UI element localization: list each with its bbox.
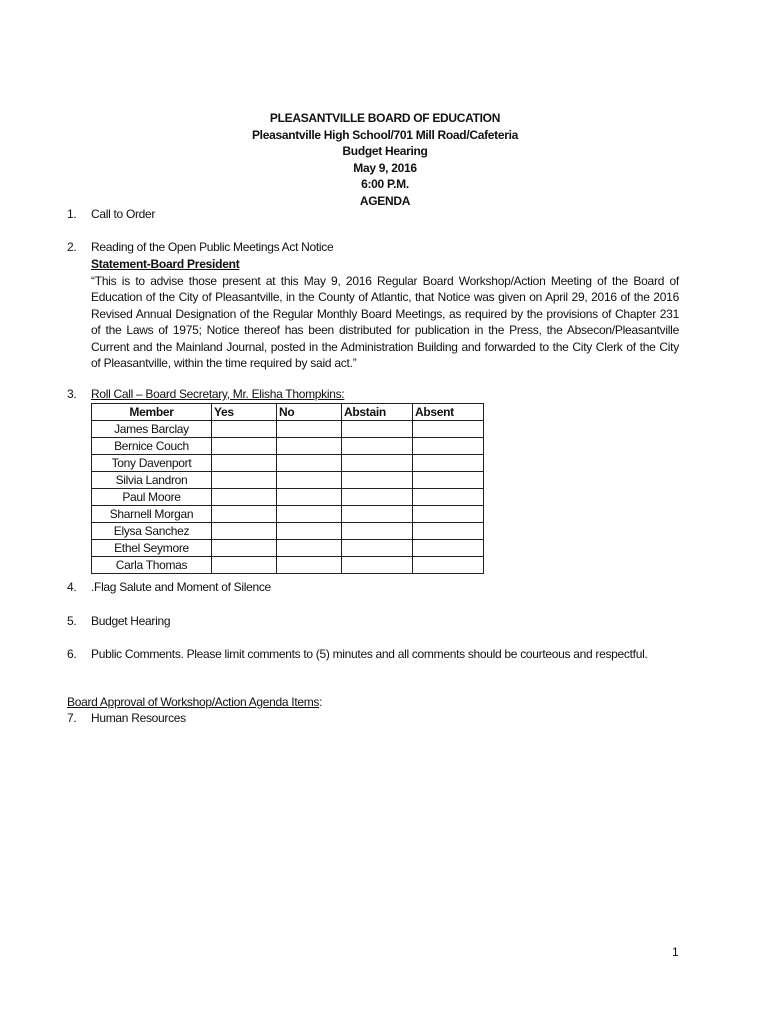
vote-cell xyxy=(277,506,342,523)
vote-cell xyxy=(342,472,413,489)
table-row xyxy=(92,540,484,557)
table-row xyxy=(92,472,484,489)
member-name: Elysa Sanchez xyxy=(92,523,212,540)
item-number: 1. xyxy=(67,207,77,221)
vote-cell xyxy=(413,472,484,489)
table-row xyxy=(92,489,484,506)
vote-cell xyxy=(413,506,484,523)
page-title: AGENDA xyxy=(359,193,411,208)
vote-cell xyxy=(277,455,342,472)
vote-cell xyxy=(342,455,413,472)
meeting-time: 6:00 P.M. xyxy=(361,177,409,191)
item-number: 3. xyxy=(67,387,77,401)
agenda-item-5 xyxy=(67,614,170,628)
vote-cell xyxy=(277,472,342,489)
vote-cell xyxy=(212,506,277,523)
vote-cell xyxy=(413,421,484,438)
vote-cell xyxy=(212,455,277,472)
agenda-item-6 xyxy=(67,647,647,661)
column-header-yes: Yes xyxy=(212,404,277,421)
meeting-location: Pleasantville High School/701 Mill Road/Cafeteria xyxy=(251,127,519,142)
member-name: Carla Thomas xyxy=(92,557,212,574)
vote-cell xyxy=(212,438,277,455)
page-number: 1 xyxy=(672,945,679,959)
item-text: Reading of the Open Public Meetings Act Notice xyxy=(91,240,334,254)
statement-text: “This is to advise those present at this May 9, 2016 Regular Board Workshop/Action Meeting of the Board of Education of the City of Pleasantville, in the County of Atlantic, that Notice was given on April 29, 2016 of the 2016 Revised Annual Designation of the Regular Monthly Board Meetings, as required by the provisions of Chapter 231 of the Laws of 1975; Notice thereof has been distributed for publication in the Press, the Absecon/Pleasantville Current and the Mainland Journal, posted in the Administration Building and forwarded to the City Clerk of the City of Pleasantville, within the time required by said act.” xyxy=(91,273,679,370)
vote-cell xyxy=(277,421,342,438)
agenda-item-2 xyxy=(67,240,333,254)
meeting-date: May 9, 2016 xyxy=(353,160,417,175)
vote-cell xyxy=(413,438,484,455)
statement-title: Statement-Board President xyxy=(91,257,240,271)
member-name: Bernice Couch xyxy=(92,438,212,455)
column-header-abstain: Abstain xyxy=(342,404,413,421)
approval-heading-text: Board Approval of Workshop/Action Agenda Items xyxy=(67,695,320,709)
item-text: Public Comments. Please limit comments to (5) minutes and all comments should be courteous and respectful. xyxy=(91,647,648,661)
member-name: James Barclay xyxy=(92,421,212,438)
agenda-item-1 xyxy=(67,207,155,221)
vote-cell xyxy=(342,421,413,438)
item-number: 2. xyxy=(67,240,77,254)
column-header-absent: Absent xyxy=(413,404,484,421)
member-name: Sharnell Morgan xyxy=(92,506,212,523)
table-row xyxy=(92,438,484,455)
member-name: Silvia Landron xyxy=(92,472,212,489)
table-row xyxy=(92,557,484,574)
item-number: 6. xyxy=(67,647,77,661)
vote-cell xyxy=(277,438,342,455)
table-row xyxy=(92,523,484,540)
agenda-header xyxy=(0,110,770,209)
item-text: Call to Order xyxy=(91,207,156,221)
vote-cell xyxy=(413,557,484,574)
vote-cell xyxy=(212,489,277,506)
vote-cell xyxy=(342,557,413,574)
member-name: Ethel Seymore xyxy=(92,540,212,557)
board-name: PLEASANTVILLE BOARD OF EDUCATION xyxy=(269,111,501,125)
table-row xyxy=(92,506,484,523)
approval-heading-colon: : xyxy=(319,695,323,709)
vote-cell xyxy=(277,523,342,540)
vote-cell xyxy=(342,540,413,557)
statement-block xyxy=(91,256,679,372)
item-number: 7. xyxy=(67,711,77,725)
item-text: Budget Hearing xyxy=(91,614,171,628)
vote-cell xyxy=(342,489,413,506)
table-row xyxy=(92,455,484,472)
vote-cell xyxy=(212,523,277,540)
vote-cell xyxy=(277,557,342,574)
approval-heading xyxy=(67,695,322,709)
item-text: Human Resources xyxy=(91,711,186,725)
vote-cell xyxy=(413,455,484,472)
meeting-type: Budget Hearing xyxy=(342,144,428,158)
vote-cell xyxy=(277,489,342,506)
agenda-item-3 xyxy=(67,387,344,401)
column-header-no: No xyxy=(277,404,342,421)
member-name: Tony Davenport xyxy=(92,455,212,472)
vote-cell xyxy=(212,540,277,557)
item-number: 4. xyxy=(67,580,77,594)
vote-cell xyxy=(342,506,413,523)
vote-cell xyxy=(277,540,342,557)
vote-cell xyxy=(212,472,277,489)
roll-call-table xyxy=(91,403,484,574)
vote-cell xyxy=(413,540,484,557)
table-header-row xyxy=(92,404,484,421)
column-header-member: Member xyxy=(92,404,212,421)
vote-cell xyxy=(413,489,484,506)
vote-cell xyxy=(212,421,277,438)
agenda-item-7 xyxy=(67,711,186,725)
vote-cell xyxy=(413,523,484,540)
item-text: .Flag Salute and Moment of Silence xyxy=(91,580,271,594)
item-text: Roll Call – Board Secretary, Mr. Elisha Thompkins: xyxy=(91,387,345,401)
vote-cell xyxy=(342,523,413,540)
item-number: 5. xyxy=(67,614,77,628)
agenda-item-4 xyxy=(67,580,271,594)
vote-cell xyxy=(342,438,413,455)
member-name: Paul Moore xyxy=(92,489,212,506)
table-row xyxy=(92,421,484,438)
vote-cell xyxy=(212,557,277,574)
